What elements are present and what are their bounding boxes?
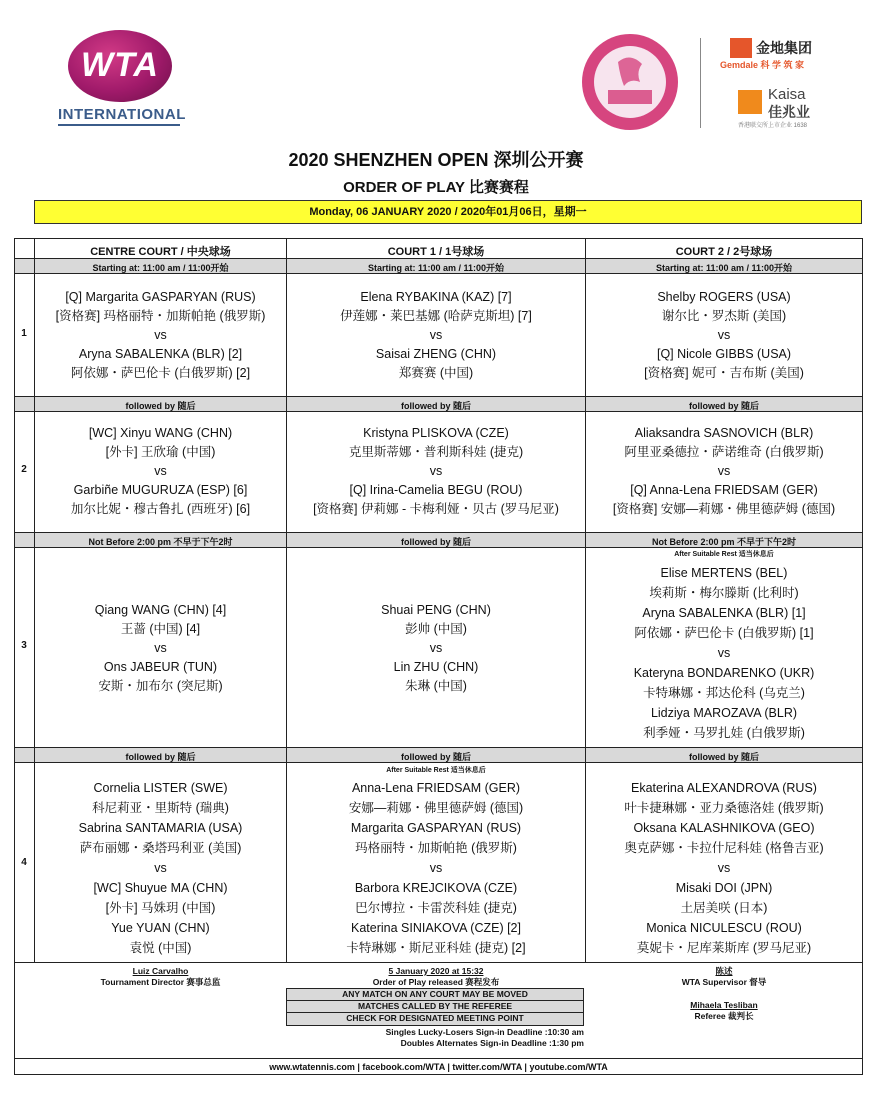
wta-logo-text: WTA [81, 46, 159, 84]
followed-by-label: followed by 随后 [400, 537, 471, 547]
gemdale-logo-icon [730, 38, 752, 58]
row-number: 3 [21, 640, 27, 651]
followed-by-label: followed by 随后 [688, 401, 759, 411]
followed-by-label: followed by 随后 [400, 752, 471, 762]
row-number: 2 [21, 464, 27, 475]
start-label-centre: Starting at: 11:00 am / 11:00开始 [92, 263, 229, 273]
match-cell: Elena RYBAKINA (KAZ) [7] 伊莲娜・莱巴基娜 (哈萨克斯坦) [7] vs Saisai ZHENG (CHN) 郑赛赛 (中国) [340, 290, 532, 380]
kaisa-chinese-name: 佳兆业 [768, 104, 810, 120]
court-header-1: COURT 1 / 1号球场 [387, 246, 485, 258]
kaisa-tagline: 香港联交所上市企业 1638 [738, 123, 808, 129]
page-title: 2020 SHENZHEN OPEN 深圳公开赛 [288, 150, 584, 170]
date-bar: Monday, 06 JANUARY 2020 / 2020年01月06日，星期一 [34, 200, 862, 224]
page-subtitle: ORDER OF PLAY 比赛赛程 [343, 179, 529, 196]
match-cell: [Q] Margarita GASPARYAN (RUS) [资格赛] 玛格丽特・加斯帕艳 (俄罗斯) vs Aryna SABALENKA (BLR) [2] 阿依娜・萨巴伦卡 (白俄罗斯) [2] [55, 290, 266, 380]
match-cell: Aliaksandra SASNOVICH (BLR) 阿里亚桑德拉・萨诺维奇 (白俄罗斯) vs [Q] Anna-Lena FRIEDSAM (GER) [资格赛] 安娜—莉娜・佛里德萨姆 (德国) [612, 426, 836, 516]
match-cell: Shuai PENG (CHN) 彭帅 (中国) vs Lin ZHU (CHN) 朱琳 (中国) [381, 603, 491, 693]
court-header-2: COURT 2 / 2号球场 [675, 246, 773, 258]
court-header-centre: CENTRE COURT / 中央球场 [90, 246, 231, 258]
match-cell: Cornelia LISTER (SWE) 科尼莉亚・里斯特 (瑞典) Sabrina SANTAMARIA (USA) 萨布丽娜・桑塔玛利亚 (美国) vs [WC] Shuyue MA (CHN) [外卡] 马姝玥 (中国) Yue YUAN (CHN) 袁悦 (中国) [78, 781, 243, 955]
supervisor-info: 陈述 WTA Supervisor 督导 Mihaela Tesliban Referee 裁判长 [681, 966, 767, 1021]
followed-by-label: followed by 随后 [125, 752, 196, 762]
match-cell: Kristyna PLISKOVA (CZE) 克里斯蒂娜・普利斯科娃 (捷克) vs [Q] Irina-Camelia BEGU (ROU) [资格赛] 伊莉娜 - 卡梅利娅・贝古 (罗马尼亚) [313, 426, 559, 516]
followed-by-label: followed by 随后 [400, 401, 471, 411]
deadlines: Singles Lucky-Losers Sign-in Deadline :10:30 am Doubles Alternates Sign-in Deadline :1:30 pm [385, 1027, 584, 1048]
followed-by-label: followed by 随后 [125, 401, 196, 411]
kaisa-logo-icon [738, 90, 762, 114]
after-rest-label: After Suitable Rest 适当休息后 [386, 767, 486, 774]
start-label-court1: Starting at: 11:00 am / 11:00开始 [367, 263, 505, 273]
match-cell: Anna-Lena FRIEDSAM (GER) 安娜—莉娜・佛里德萨姆 (德国) Margarita GASPARYAN (RUS) 玛格丽特・加斯帕艳 (俄罗斯) vs Barbora KREJCIKOVA (CZE) 巴尔博拉・卡雷茨科娃 (捷克) Katerina SINIAKOVA (CZE) [2] 卡特琳娜・斯尼亚科娃 (捷克) [2] [346, 781, 526, 955]
gemdale-name: 金地集团 [756, 40, 812, 56]
match-cell: Shelby ROGERS (USA) 谢尔比・罗杰斯 (美国) vs [Q] Nicole GIBBS (USA) [资格赛] 妮可・吉布斯 (美国) [644, 290, 804, 380]
logo-divider [700, 38, 701, 128]
followed-by-label: followed by 随后 [688, 752, 759, 762]
social-links[interactable]: www.wtatennis.com | facebook.com/WTA | twitter.com/WTA | youtube.com/WTA [269, 1062, 608, 1072]
match-cell: Ekaterina ALEXANDROVA (RUS) 叶卡捷琳娜・亚力桑德洛娃 (俄罗斯) Oksana KALASHNIKOVA (GEO) 奥克萨娜・卡拉什尼科娃 (格鲁吉亚) vs Misaki DOI (JPN) 土居美咲 (日本) Monica NICULESCU (ROU) 莫妮卡・尼库莱斯库 (罗马尼亚) [624, 781, 824, 955]
start-label-court2: Starting at: 11:00 am / 11:00开始 [655, 263, 793, 273]
shenzhen-open-logo-icon [580, 32, 680, 132]
gemdale-tagline: Gemdale 科 学 筑 家 [720, 60, 805, 70]
after-rest-label: After Suitable Rest 适当休息后 [674, 551, 774, 558]
match-cell: [WC] Xinyu WANG (CHN) [外卡] 王欣瑜 (中国) vs Garbiñe MUGURUZA (ESP) [6] 加尔比妮・穆古鲁扎 (西班牙) [6] [70, 426, 251, 516]
release-info: 5 January 2020 at 15:32 Order of Play released 赛程发布 [372, 966, 500, 987]
not-before-label: Not Before 2:00 pm 不早于下午2时 [88, 537, 233, 547]
kaisa-name: Kaisa [768, 86, 806, 103]
notice-text: ANY MATCH ON ANY COURT MAY BE MOVED MATCHES CALLED BY THE REFEREE CHECK FOR DESIGNATED MEETING POINT [286, 989, 584, 1024]
wta-underline [58, 124, 180, 126]
row-number: 4 [21, 857, 27, 868]
match-cell: Qiang WANG (CHN) [4] 王蔷 (中国) [4] vs Ons JABEUR (TUN) 安斯・加布尔 (突尼斯) [94, 603, 227, 693]
wta-international-label: INTERNATIONAL [58, 106, 186, 123]
match-cell: Elise MERTENS (BEL) 埃莉斯・梅尔滕斯 (比利时) Aryna SABALENKA (BLR) [1] 阿依娜・萨巴伦卡 (白俄罗斯) [1] vs Kateryna BONDARENKO (UKR) 卡特琳娜・邦达伦科 (乌克兰) Lidziya MAROZAVA (BLR) 利季娅・马罗扎娃 (白俄罗斯) [633, 566, 815, 740]
row-number: 1 [21, 328, 27, 339]
not-before-label: Not Before 2:00 pm 不早于下午2时 [651, 537, 797, 547]
tournament-director: Luiz Carvalho Tournament Director 赛事总监 [100, 966, 221, 987]
